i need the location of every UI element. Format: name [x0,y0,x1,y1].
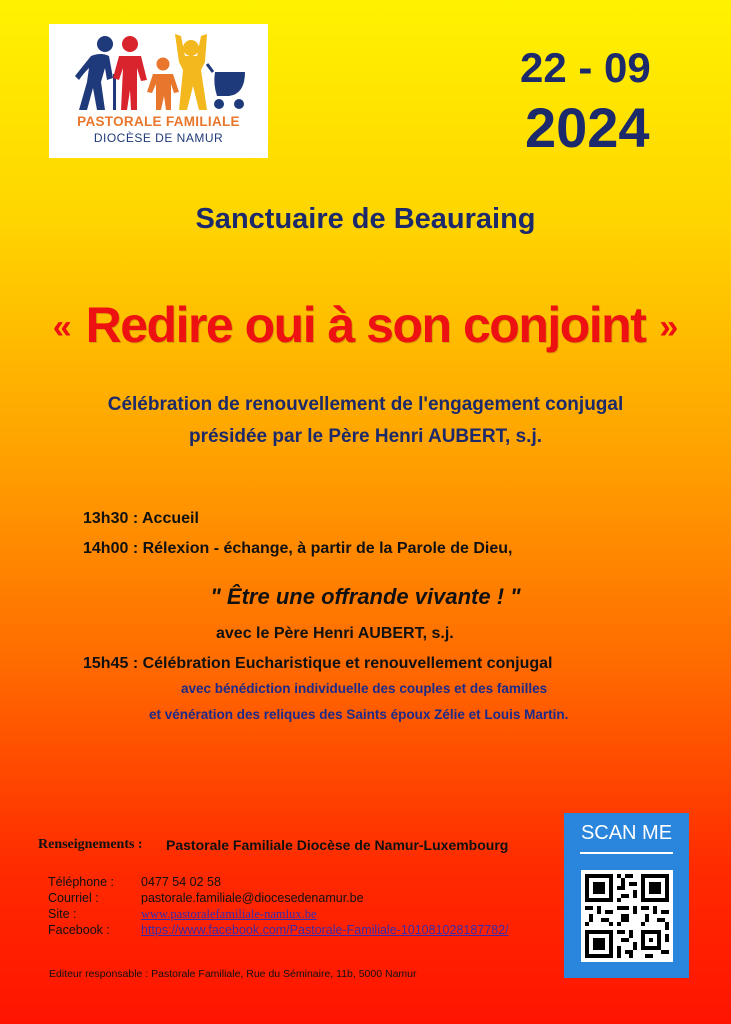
facebook-label: Facebook : [48,923,110,937]
qr-code-frame[interactable] [581,870,673,962]
email-label: Courriel : [48,891,99,905]
site-link[interactable]: www.pastoralefamiliale-namlux.be [141,907,317,921]
program-item-reflection: 14h00 : Rélexion - échange, à partir de la Parole de Dieu, [83,540,513,557]
main-title-text: Redire oui à son conjoint [85,297,646,353]
qr-divider [580,852,673,854]
program-quote: " Être une offrande vivante ! " [210,584,521,609]
event-year: 2024 [525,96,650,159]
program-item-welcome: 13h30 : Accueil [83,510,199,527]
logo-title: PASTORALE FAMILIALE [77,114,240,129]
email-value: pastorale.familiale@diocesedenamur.be [141,891,364,905]
site-label: Site : [48,907,77,921]
program-detail-1: avec bénédiction individuelle des couples et des familles [181,681,548,696]
editor-note: Editeur responsable : Pastorale Familiale, Rue du Séminaire, 11b, 5000 Namur [49,968,417,980]
phone-value: 0477 54 02 58 [141,875,221,889]
program-speaker: avec le Père Henri AUBERT, s.j. [216,625,454,642]
logo-box [49,24,268,158]
info-organization: Pastorale Familiale Diocèse de Namur-Luxembourg [166,837,509,853]
qr-code-icon [585,874,669,958]
close-quote: » [659,308,679,346]
open-quote: « [52,308,72,346]
qr-panel [564,813,689,978]
logo-subtitle: DIOCÈSE DE NAMUR [93,131,224,145]
info-label: Renseignements : [38,837,143,852]
main-title [0,296,731,354]
subtitle-line-2: présidée par le Père Henri AUBERT, s.j. [188,426,543,447]
event-date: 22 - 09 [520,44,651,91]
facebook-link[interactable]: https://www.facebook.com/Pastorale-Familiale-101081028187782/ [141,923,509,937]
qr-label: SCAN ME [580,822,673,844]
program-detail-2: et vénération des reliques des Saints époux Zélie et Louis Martin. [149,707,569,722]
phone-label: Téléphone : [48,875,115,889]
family-figures-logo-icon [67,34,250,114]
program-item-celebration: 15h45 : Célébration Eucharistique et renouvellement conjugal [83,655,553,672]
subtitle-line-1: Célébration de renouvellement de l'engagement conjugal [107,394,624,415]
venue-title: Sanctuaire de Beauraing [195,203,536,235]
